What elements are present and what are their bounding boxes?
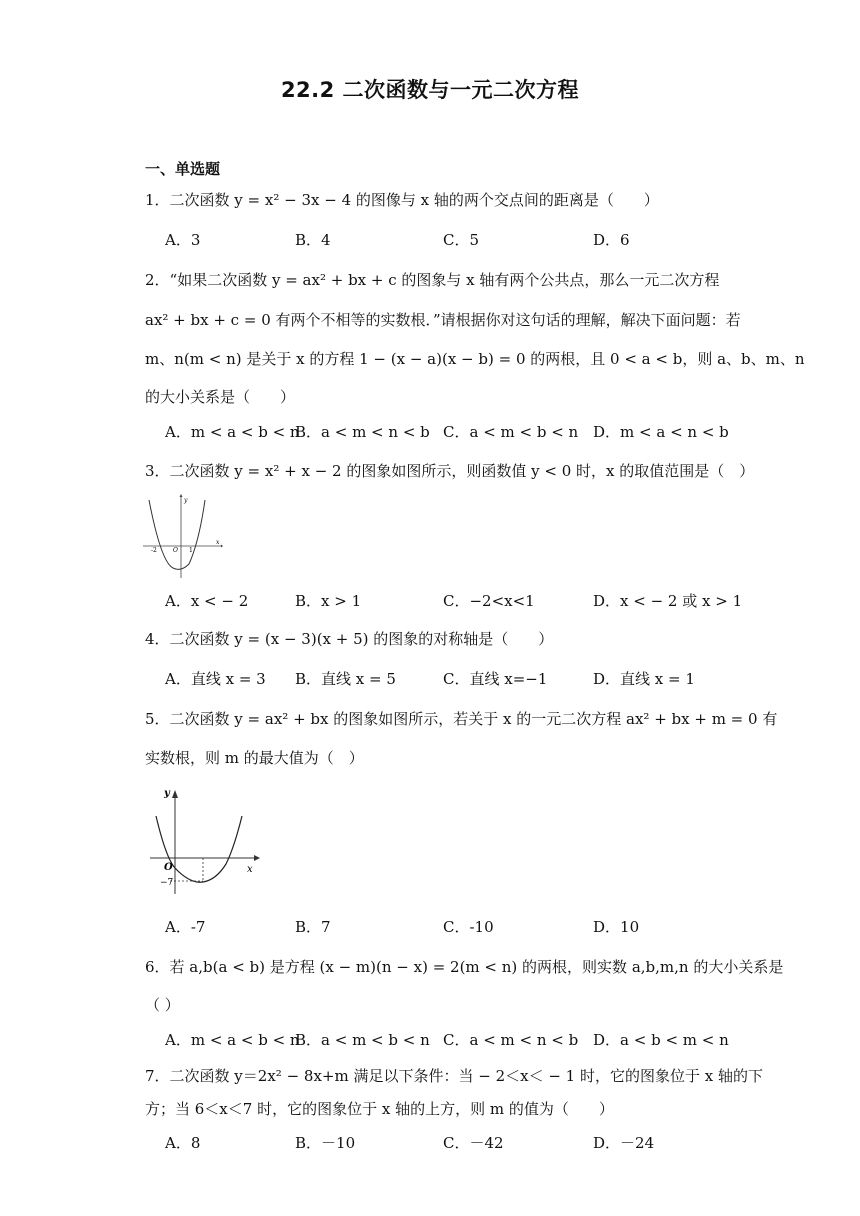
q5-option-a[interactable]: A．-7 [165,918,206,936]
q3-x-arrow [221,545,223,548]
q1-option-a[interactable]: A．3 [165,231,201,249]
q5-option-c[interactable]: C．-10 [443,918,494,936]
q2-option-b[interactable]: B．a < m < n < b [295,423,430,441]
q3-origin-label: O [173,547,178,554]
q7-option-c[interactable]: C．－42 [443,1134,504,1152]
q6-option-b[interactable]: B．a < m < b < n [295,1031,430,1049]
q1-option-c[interactable]: C．5 [443,231,480,249]
question-5-stem-line-2: 实数根，则 m 的最大值为（ ） [145,749,364,767]
q4-option-b[interactable]: B．直线 x = 5 [295,670,396,688]
q5-option-b[interactable]: B．7 [295,918,331,936]
question-3-graph [143,492,223,584]
q5-min-label: −7 [160,878,174,888]
q7-option-d[interactable]: D．－24 [593,1134,655,1152]
question-4-stem: 4．二次函数 y = (x − 3)(x + 5) 的图象的对称轴是（ ） [145,630,554,648]
q7-option-a[interactable]: A．8 [165,1134,201,1152]
q3-y-label: y [184,497,188,504]
q5-x-label: x [247,864,253,875]
question-5-graph [150,786,262,900]
q3-y-arrow [180,494,183,497]
q3-option-a[interactable]: A．x < − 2 [165,592,249,610]
q5-origin-label: O [164,862,173,873]
q7-option-b[interactable]: B．－10 [295,1134,356,1152]
q5-y-label: y [164,788,170,799]
question-2-stem-line-3: m、n(m < n) 是关于 x 的方程 1 − (x − a)(x − b) = 0 的两根，且 0 < a < b，则 a、b、m、n [145,350,805,368]
q3-option-b[interactable]: B．x > 1 [295,592,362,610]
question-2-stem-line-1: 2．“如果二次函数 y = ax² + bx + c 的图象与 x 轴有两个公共点，那么一元二次方程 [145,271,720,289]
question-6-stem-line-1: 6．若 a,b(a < b) 是方程 (x − m)(n − x) = 2(m < n) 的两根，则实数 a,b,m,n 的大小关系是 [145,958,784,976]
question-1-stem: 1．二次函数 y = x² − 3x − 4 的图像与 x 轴的两个交点间的距离是（ ） [145,191,659,209]
q1-option-b[interactable]: B．4 [295,231,331,249]
question-3-stem: 3．二次函数 y = x² + x − 2 的图象如图所示，则函数值 y < 0 时，x 的取值范围是（ ） [145,462,755,480]
question-2-stem-line-2: ax² + bx + c = 0 有两个不相等的实数根．”请根据你对这句话的理解，解决下面问题：若 [145,311,741,329]
question-2-stem-line-4: 的大小关系是（ ） [145,388,296,406]
q2-option-a[interactable]: A．m < a < b < n [165,423,300,441]
q2-option-d[interactable]: D．m < a < n < b [593,423,729,441]
question-5-stem-line-1: 5．二次函数 y = ax² + bx 的图象如图所示，若关于 x 的一元二次方程 ax² + bx + m = 0 有 [145,710,778,728]
q6-option-c[interactable]: C．a < m < n < b [443,1031,579,1049]
section-heading: 一、单选题 [145,160,221,178]
question-7-stem-line-2: 方；当 6＜x＜7 时，它的图象位于 x 轴的上方，则 m 的值为（ ） [145,1100,614,1118]
q6-option-a[interactable]: A．m < a < b < n [165,1031,300,1049]
page-title: 22.2 二次函数与一元二次方程 [280,78,580,102]
q3-parabola [149,500,205,569]
q5-y-arrow [172,790,178,798]
q5-x-arrow [254,855,260,861]
q3-tick-1: 1 [189,547,193,554]
q4-option-c[interactable]: C．直线 x=−1 [443,670,548,688]
question-7-stem-line-1: 7．二次函数 y＝2x² − 8x+m 满足以下条件：当 − 2＜x＜ − 1 时，它的图象位于 x 轴的下 [145,1067,763,1085]
q1-option-d[interactable]: D．6 [593,231,630,249]
q4-option-d[interactable]: D．直线 x = 1 [593,670,695,688]
q4-option-a[interactable]: A．直线 x = 3 [165,670,266,688]
question-6-stem-line-2: （ ） [145,996,180,1014]
q2-option-c[interactable]: C．a < m < b < n [443,423,579,441]
q3-option-c[interactable]: C．−2<x<1 [443,592,535,610]
q6-option-d[interactable]: D．a < b < m < n [593,1031,729,1049]
q3-x-label: x [216,539,220,546]
q3-option-d[interactable]: D．x < − 2 或 x > 1 [593,592,743,610]
q3-tick-neg2: -2 [151,547,157,554]
q5-option-d[interactable]: D．10 [593,918,640,936]
